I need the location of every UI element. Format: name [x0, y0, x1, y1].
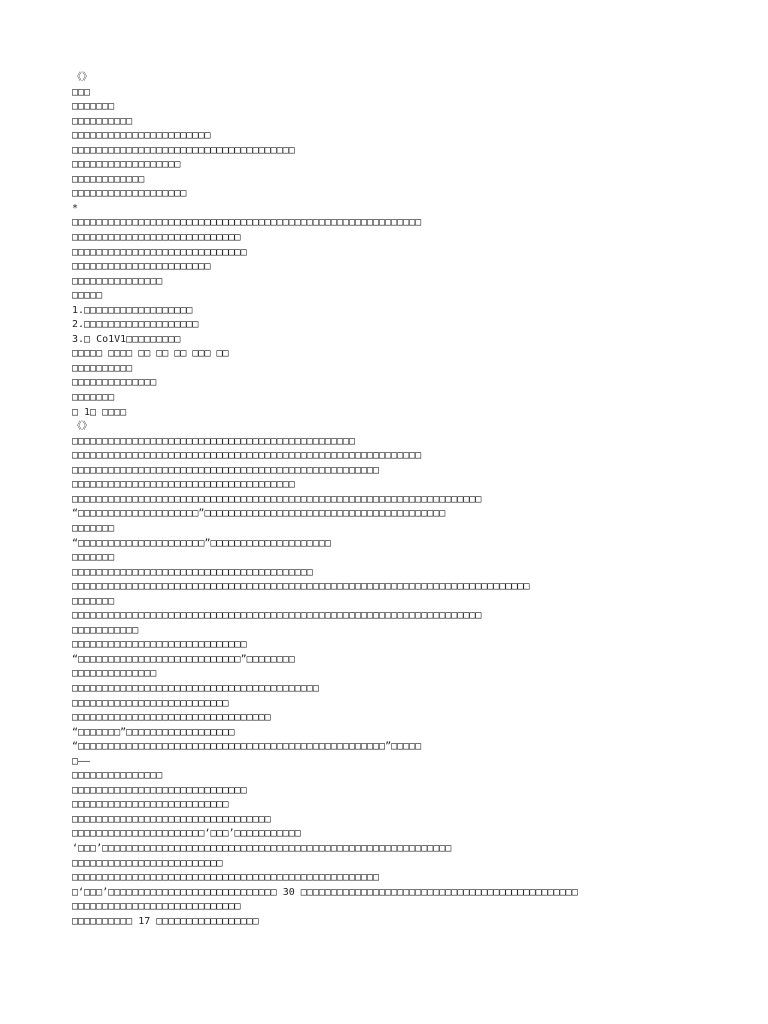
- text-line: □□□: [72, 86, 91, 98]
- text-line: □□□□□□□□□□□□□□□□□□□□□□□□□□□□□□□□□: [72, 712, 271, 724]
- text-line: □□□□□□□□□□□□□□□□□□□□□□□□□□□□□□□□□: [72, 813, 271, 825]
- text-line: □□□□□□□□□□□□□□□□□□□□□□□: [72, 130, 211, 142]
- text-line: □□□□□□□□□□□□□□□□□□□□□□□□□□□□□□□□□□□□□□□□□□□□□□□□□□□□□□□□□□□□□□□□□□□□□□□□□□□□: [72, 581, 530, 593]
- text-line: □□□□□ □□□□ □□ □□ □□ □□□ □□: [72, 348, 229, 360]
- text-line: 1.□□□□□□□□□□□□□□□□□□: [72, 304, 193, 316]
- document-body: [72, 71, 722, 929]
- text-line: □□□□□□□□□□□□□□□□□□□□□□□□□□□□□□□□□□□□□□□□□: [72, 682, 319, 694]
- text-line: □——: [72, 755, 91, 767]
- text-line: □□□□□: [72, 290, 103, 302]
- text-line: 2.□□□□□□□□□□□□□□□□□□□: [72, 319, 199, 331]
- text-line: □□□□□□□□□□□□□□□□□□□□□□□□□□: [72, 697, 229, 709]
- text-line: “□□□□□□□□□□□□□□□□□□□□□□□□□□□□□□□□□□□□□□□□□□□□□□□□□□□”□□□□□: [72, 741, 422, 753]
- text-line: □□□□□□□□□□□□□□□□□□□□□□□□□□□□□□□□□□□□□□□□□□□□□□□□□□□: [72, 872, 380, 884]
- text-line: □□□□□□□□□□□□□□□□□□□□□□□□□□□□□: [72, 639, 247, 651]
- text-line: “□□□□□□□□□□□□□□□□□□□□□□□□□□□”□□□□□□□□: [72, 653, 295, 665]
- text-line: □□□□□□□□□□□□□□□□□□□□□□□□□□: [72, 799, 229, 811]
- text-line: 3.□ Co1V1□□□□□□□□□: [72, 333, 181, 345]
- text-line: □□□□□□□□□□□□□□□□□□□□□□□□□□□□: [72, 901, 241, 913]
- text-line: □□□□□□□□□□□□□□□□□□□□□□□□□□□□□: [72, 784, 247, 796]
- text-line: □□□□□□□□□□□□□□□□□□□□□□□□□□□□□□□□□□□□□□□□□□□□□□□□□□□□□□□□□□: [72, 450, 422, 462]
- text-line: □□□□□□□□□□□: [72, 624, 139, 636]
- text-line: “□□□□□□□□□□□□□□□□□□□□□”□□□□□□□□□□□□□□□□□□□□: [72, 537, 331, 549]
- text-line: □ 1□ □□□□: [72, 406, 127, 418]
- text-line: □□□□□□□□□□□□□□□□□□□: [72, 188, 187, 200]
- text-line: □□□□□□□□□□□□□□□□□□: [72, 159, 181, 171]
- text-line: □□□□□□□□□□□□□□□□□□□□□□□□□□□□□□□□□□□□□□□□□□□□□□□□□□□□□□□□□□: [72, 217, 422, 229]
- text-line: □□□□□□□: [72, 595, 115, 607]
- text-line: □□□□□□□: [72, 101, 115, 113]
- text-line: ‘□□□’□□□□□□□□□□□□□□□□□□□□□□□□□□□□□□□□□□□□□□□□□□□□□□□□□□□□□□□□□□: [72, 842, 452, 854]
- text-line: □□□□□□□: [72, 552, 115, 564]
- text-line: “□□□□□□□”□□□□□□□□□□□□□□□□□□: [72, 726, 235, 738]
- text-line: □□□□□□□□□□□□: [72, 173, 145, 185]
- text-line: □□□□□□□□□□□□□□□□□□□□□□□□□□□□□□□□□□□□□□□□□□□□□□□□□□□□□□□□□□□□□□□□□□□□: [72, 493, 482, 505]
- text-line: □□□□□□□□□□□□□□□□□□□□□□□□□□□□□□□□□□□□□: [72, 144, 295, 156]
- text-line: □□□□□□□□□□□□□□: [72, 377, 157, 389]
- text-line: □□□□□□□□□□□□□□□□□□□□□□□□□□□□□□□□□□□□□□□□□□□□□□□□□□□: [72, 464, 380, 476]
- text-line: □□□□□□□□□□□□□□□□□□□□□□□□□□□□□□□□□□□□□□□□□□□□□□□: [72, 435, 355, 447]
- text-line: □□□□□□□□□□: [72, 115, 133, 127]
- text-line: □□□□□□□: [72, 392, 115, 404]
- text-line: □□□□□□□□□□□□□□□□□□□□□□□□□: [72, 857, 223, 869]
- text-line: 《》: [72, 421, 92, 433]
- text-line: □□□□□□□□□□□□□□: [72, 668, 157, 680]
- text-line: □□□□□□□□□□□□□□□□□□□□□□□□□□□□□□□□□□□□□: [72, 479, 295, 491]
- text-line: □□□□□□□: [72, 522, 115, 534]
- text-line: □□□□□□□□□□□□□□□□□□□□□□□□□□□□: [72, 232, 241, 244]
- text-line: □□□□□□□□□□□□□□□□□□□□□□□: [72, 261, 211, 273]
- text-line: □□□□□□□□□□□□□□□: [72, 275, 163, 287]
- text-line: 《》: [72, 72, 92, 83]
- text-line: *: [72, 202, 79, 214]
- text-line: □□□□□□□□□□□□□□□□□□□□□□□□□□□□□: [72, 246, 247, 258]
- text-line: □‘□□□’□□□□□□□□□□□□□□□□□□□□□□□□□□□□ 30 □□□□□□□□□□□□□□□□□□□□□□□□□□□□□□□□□□□□□□□□□□□□□□: [72, 886, 578, 898]
- text-line: □□□□□□□□□□□□□□□□□□□□□□□□□□□□□□□□□□□□□□□□□□□□□□□□□□□□□□□□□□□□□□□□□□□□: [72, 610, 482, 622]
- text-line: □□□□□□□□□□: [72, 362, 133, 374]
- text-line: □□□□□□□□□□ 17 □□□□□□□□□□□□□□□□□: [72, 915, 259, 927]
- text-line: □□□□□□□□□□□□□□□□□□□□□□‘□□□’□□□□□□□□□□□: [72, 828, 301, 840]
- text-line: □□□□□□□□□□□□□□□: [72, 770, 163, 782]
- text-line: □□□□□□□□□□□□□□□□□□□□□□□□□□□□□□□□□□□□□□□□: [72, 566, 313, 578]
- text-line: “□□□□□□□□□□□□□□□□□□□□”□□□□□□□□□□□□□□□□□□□□□□□□□□□□□□□□□□□□□□□□: [72, 508, 446, 520]
